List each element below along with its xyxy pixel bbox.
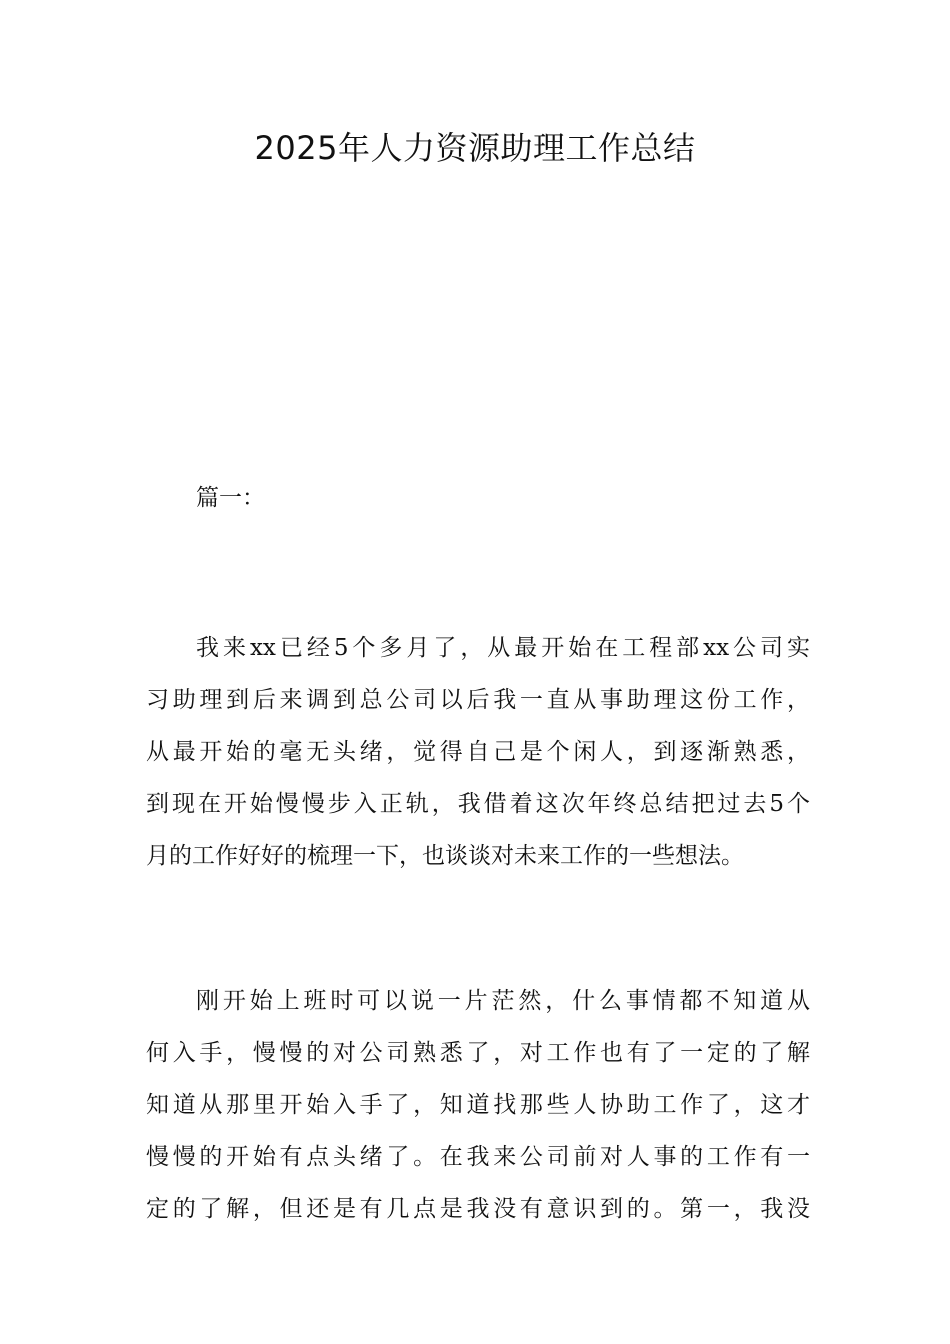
paragraph-line: 知道从那里开始入手了，知道找那些人协助工作了，这才 bbox=[146, 1092, 810, 1118]
paragraph-line: 习助理到后来调到总公司以后我一直从事助理这份工作， bbox=[146, 687, 810, 713]
paragraph-line: 月的工作好好的梳理一下，也谈谈对未来工作的一些想法。 bbox=[146, 843, 744, 869]
paragraph-line: 从最开始的毫无头绪，觉得自己是个闲人，到逐渐熟悉， bbox=[146, 739, 810, 765]
section-heading: 篇一： bbox=[196, 485, 265, 511]
paragraph-line: 定的了解，但还是有几点是我没有意识到的。第一，我没 bbox=[146, 1196, 810, 1222]
document-title: 2025年人力资源助理工作总结 bbox=[254, 129, 696, 167]
paragraph-line: 慢慢的开始有点头绪了。在我来公司前对人事的工作有一 bbox=[146, 1144, 810, 1170]
paragraph-line: 到现在开始慢慢步入正轨，我借着这次年终总结把过去5个 bbox=[146, 791, 810, 817]
paragraph-2 bbox=[146, 975, 810, 1235]
paragraph-1 bbox=[146, 622, 810, 882]
paragraph-line: 刚开始上班时可以说一片茫然，什么事情都不知道从 bbox=[196, 988, 810, 1014]
paragraph-line: 我来xx已经5个多月了，从最开始在工程部xx公司实 bbox=[196, 635, 810, 661]
paragraph-line: 何入手，慢慢的对公司熟悉了，对工作也有了一定的了解 bbox=[146, 1040, 810, 1066]
